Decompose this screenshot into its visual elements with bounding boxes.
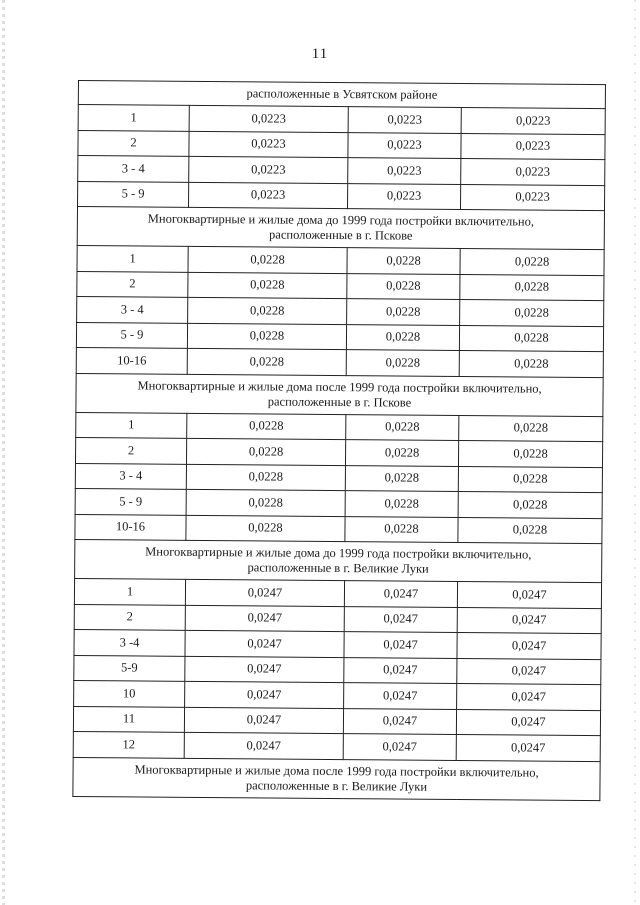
floors-cell: 2 <box>78 130 189 156</box>
rate-cell-3: 0,0228 <box>459 351 603 378</box>
rate-cell-2: 0,0247 <box>344 632 457 658</box>
rate-cell-3: 0,0247 <box>457 683 601 710</box>
section-header-line: Многоквартирные и жилые дома до 1999 года постройки включительно, <box>147 211 535 229</box>
rate-cell-3: 0,0247 <box>457 607 601 634</box>
floors-cell: 1 <box>74 578 185 604</box>
rate-cell-3: 0,0228 <box>460 249 604 276</box>
rate-cell-1: 0,0247 <box>185 579 344 606</box>
rate-cell-1: 0,0228 <box>187 348 346 375</box>
scan-edge-left <box>2 0 5 905</box>
section-header <box>73 757 600 800</box>
rate-cell-3: 0,0223 <box>460 184 604 211</box>
rate-cell-3: 0,0228 <box>458 466 602 493</box>
rate-cell-1: 0,0228 <box>188 272 347 299</box>
rate-cell-3: 0,0223 <box>461 133 605 160</box>
rate-cell-2: 0,0228 <box>346 324 459 350</box>
section-header <box>76 373 603 416</box>
section-header-row <box>76 373 603 416</box>
page-number: 11 <box>311 46 329 62</box>
rate-cell-1: 0,0228 <box>188 297 347 324</box>
rate-cell-1: 0,0247 <box>185 681 344 708</box>
rate-cell-3: 0,0228 <box>458 491 602 518</box>
rate-cell-1: 0,0223 <box>189 156 348 183</box>
section-header-line: расположенные в г. Пскове <box>267 394 412 410</box>
section-header-line: расположенные в г. Великие Луки <box>245 777 428 794</box>
rate-cell-1: 0,0228 <box>188 246 347 273</box>
section-header <box>77 207 604 250</box>
rate-cell-1: 0,0247 <box>185 656 344 683</box>
floors-cell: 5 - 9 <box>78 181 189 207</box>
floors-cell: 1 <box>78 105 189 131</box>
floors-cell: 10-16 <box>75 514 186 540</box>
rate-cell-1: 0,0228 <box>186 489 345 516</box>
tariff-table <box>72 80 606 801</box>
rate-cell-1: 0,0247 <box>185 630 344 657</box>
rate-cell-1: 0,0228 <box>187 323 346 350</box>
section-header-line: Многоквартирные и жилые дома после 1999 года постройки включительно, <box>134 761 539 780</box>
rate-cell-3: 0,0247 <box>456 734 600 761</box>
rate-cell-2: 0,0247 <box>343 734 456 760</box>
rate-cell-2: 0,0228 <box>347 248 460 274</box>
rate-cell-2: 0,0247 <box>344 606 457 632</box>
rate-cell-3: 0,0223 <box>461 159 605 186</box>
floors-cell: 1 <box>77 245 188 271</box>
rate-cell-2: 0,0228 <box>347 299 460 325</box>
section-header-row <box>73 757 600 800</box>
rate-cell-3: 0,0223 <box>461 108 605 135</box>
floors-cell: 3 - 4 <box>78 156 189 182</box>
floors-cell: 12 <box>73 731 184 757</box>
rate-cell-1: 0,0228 <box>187 413 346 440</box>
rate-cell-1: 0,0228 <box>186 515 345 542</box>
floors-cell: 3 - 4 <box>75 463 186 489</box>
rate-cell-3: 0,0247 <box>456 709 600 736</box>
floors-cell: 3 - 4 <box>77 296 188 322</box>
rate-cell-1: 0,0223 <box>189 105 348 132</box>
section-header <box>75 539 602 582</box>
floors-cell: 2 <box>74 604 185 630</box>
rate-cell-3: 0,0228 <box>458 441 602 468</box>
floors-cell: 1 <box>76 412 187 438</box>
rate-cell-2: 0,0223 <box>347 183 460 209</box>
floors-cell: 5 - 9 <box>75 488 186 514</box>
scan-edge-right <box>634 0 636 905</box>
floors-cell: 2 <box>77 271 188 297</box>
floors-cell: 3 -4 <box>74 629 185 655</box>
rate-cell-3: 0,0247 <box>457 658 601 685</box>
tariff-table-container <box>78 80 606 797</box>
rate-cell-2: 0,0247 <box>344 581 457 607</box>
rate-cell-2: 0,0228 <box>347 273 460 299</box>
rate-cell-1: 0,0223 <box>189 182 348 209</box>
rate-cell-1: 0,0247 <box>184 732 343 759</box>
section-header-line: расположенные в г. Великие Луки <box>247 560 429 576</box>
section-header-line: расположенные в Усвятском районе <box>246 86 438 102</box>
floors-cell: 10 <box>74 680 185 706</box>
rate-cell-2: 0,0247 <box>343 708 456 734</box>
floors-cell: 5 - 9 <box>76 322 187 348</box>
section-header-line: Многоквартирные и жилые дома до 1999 года постройки включительно, <box>145 544 532 562</box>
floors-cell: 2 <box>75 437 186 463</box>
floors-cell: 11 <box>73 706 184 732</box>
rate-cell-3: 0,0228 <box>460 300 604 327</box>
section-header-line: Многоквартирные и жилые дома после 1999 года постройки включительно, <box>137 377 542 396</box>
rate-cell-2: 0,0228 <box>346 350 459 376</box>
rate-cell-1: 0,0228 <box>186 464 345 491</box>
rate-cell-2: 0,0247 <box>344 657 457 683</box>
floors-cell: 10-16 <box>76 347 187 373</box>
rate-cell-2: 0,0228 <box>345 491 458 517</box>
rate-cell-2: 0,0223 <box>348 107 461 133</box>
rate-cell-3: 0,0228 <box>460 274 604 301</box>
rate-cell-3: 0,0228 <box>459 325 603 352</box>
rate-cell-3: 0,0228 <box>459 415 603 442</box>
rate-cell-2: 0,0228 <box>345 516 458 542</box>
rate-cell-1: 0,0223 <box>189 131 348 158</box>
section-header-row <box>77 207 604 250</box>
section-header-row <box>75 539 602 582</box>
rate-cell-2: 0,0223 <box>348 132 461 158</box>
rate-cell-3: 0,0247 <box>457 581 601 608</box>
rate-cell-2: 0,0228 <box>346 414 459 440</box>
floors-cell: 5-9 <box>74 655 185 681</box>
rate-cell-2: 0,0228 <box>345 440 458 466</box>
rate-cell-1: 0,0247 <box>184 707 343 734</box>
rate-cell-2: 0,0228 <box>345 465 458 491</box>
rate-cell-3: 0,0228 <box>458 517 602 544</box>
rate-cell-1: 0,0228 <box>186 438 345 465</box>
rate-cell-1: 0,0247 <box>185 605 344 632</box>
rate-cell-3: 0,0247 <box>457 632 601 659</box>
section-header-line: расположенные в г. Пскове <box>269 227 413 243</box>
rate-cell-2: 0,0247 <box>344 683 457 709</box>
rate-cell-2: 0,0223 <box>348 158 461 184</box>
